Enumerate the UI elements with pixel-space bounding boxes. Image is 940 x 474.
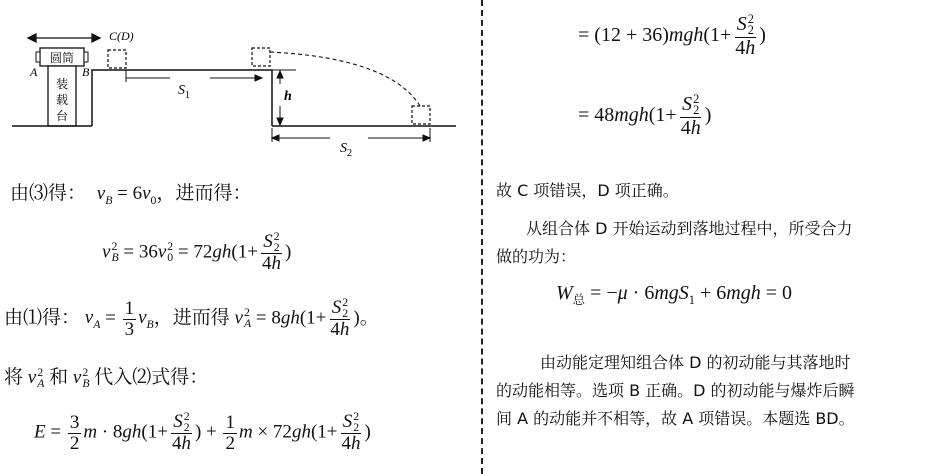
cylinder-end-left [36, 52, 40, 62]
left-eq-energy: E = $\frac{3}{2}$ m · 8gh(1+ S 2 2 4h ) + $\frac{1}{2}$ m × 72gh(1+ S 2 2 4h ) [34, 410, 371, 455]
platform-label-3: 台 [55, 109, 69, 123]
s2-dimension [272, 128, 430, 142]
block-cd [108, 50, 126, 68]
trajectory [270, 52, 420, 106]
label-s1: $S_1$ [178, 83, 190, 101]
right-para-2-line-1: 由动能定理知组合体 D 的初动能与其落地时 [540, 353, 851, 372]
block-landing [412, 106, 430, 124]
right-para-1-line-1: 从组合体 D 开始运动到落地过程中，所受合力 [526, 219, 853, 238]
cylinder-end-right [84, 52, 88, 62]
right-conclusion-1: 故 C 项错误，D 项正确。 [496, 181, 679, 200]
right-eq-work: $W_总 = -\mu \cdot 6mgS_1 + 6mgh = 0$ [556, 282, 793, 307]
platform-label-1: 装 [55, 77, 69, 91]
right-para-2-line-2: 的动能相等。选项 B 正确。D 的初动能与爆炸后瞬 [496, 381, 855, 400]
right-para-1-line-2: 做的功为： [496, 247, 577, 266]
left-line-1: 由⑶得： $v_B = 6v_0$，进而得： [10, 182, 252, 207]
right-para-2-line-3: 间 A 的动能并不相等，故 A 项错误。本题选 BD。 [496, 409, 855, 428]
label-s2: $S_2$ [340, 141, 352, 159]
label-A: A [30, 65, 38, 79]
s1-dimension [126, 70, 262, 82]
block-edge [252, 48, 270, 66]
platform-label-2: 载 [55, 93, 69, 107]
column-divider [481, 0, 483, 474]
label-cd: C(D) [109, 29, 134, 43]
left-line-3: 由⑴得： $v_A$ = $\frac{1}{3}$ $v_B$，进而得 v 2 A = 8gh(1+ S 2 2 4h )。 [4, 296, 379, 341]
left-eq-vb: v 2 B = 36v 2 0 = 72gh(1+ S 2 2 4h ) [102, 230, 292, 275]
cylinder-label: 圆筒 [49, 51, 75, 65]
motion-arrow-icon [28, 34, 100, 42]
right-eq-2: = 48mgh(1+ S 2 2 4h ) [578, 92, 712, 139]
label-B: B [82, 65, 90, 79]
physics-diagram [0, 0, 470, 160]
right-eq-1: = (12 + 36)mgh(1+ S 2 2 4h ) [578, 12, 766, 59]
left-line-4: 将 v 2 A 和 v 2 B 代入⑵式得： [4, 366, 209, 390]
label-h: h [284, 89, 292, 104]
